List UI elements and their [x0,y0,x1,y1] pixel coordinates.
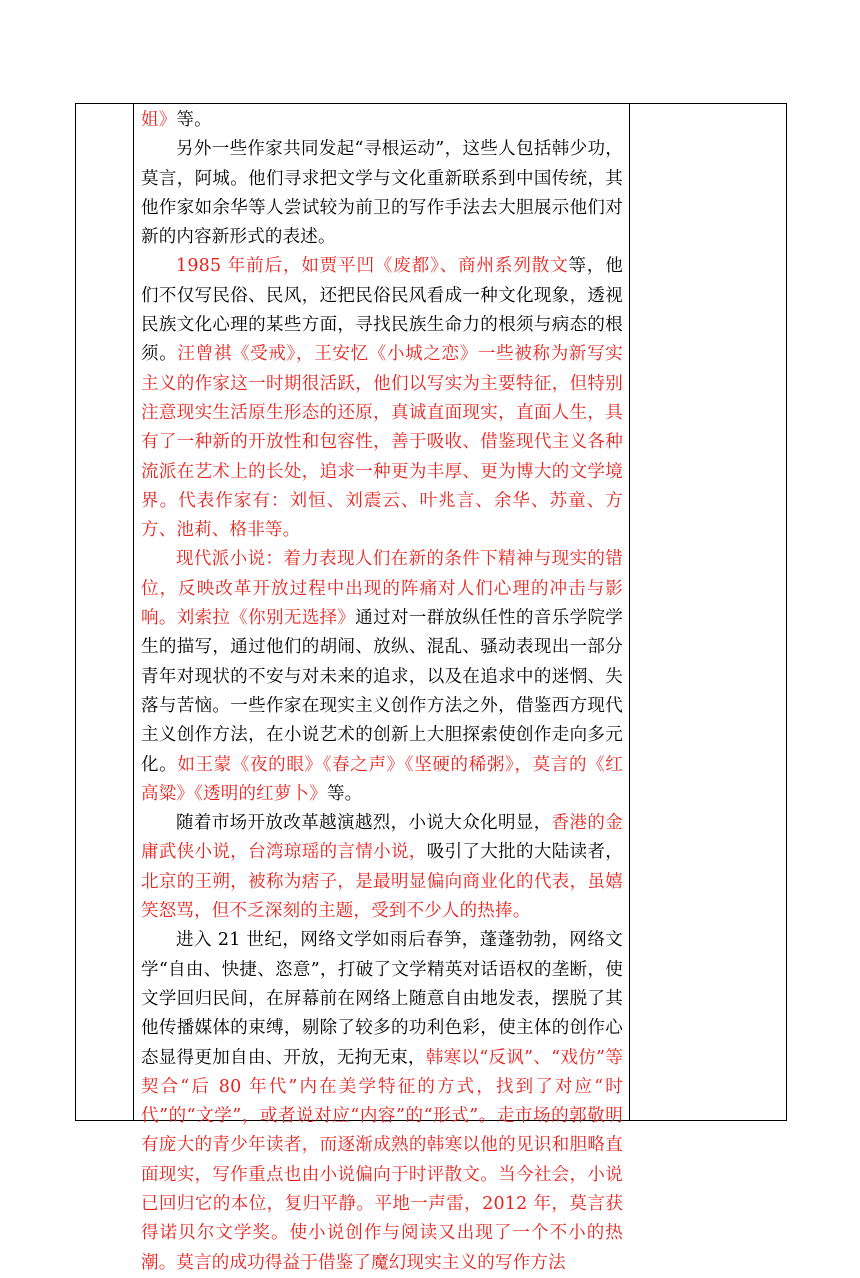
paragraph [141,926,623,1278]
body-text: 吸引了大批的大陆读者， [426,842,623,863]
paragraph [141,106,623,135]
body-text: 等。 [176,110,212,130]
text-cell [134,104,630,1273]
highlighted-text: 汪曾祺《受戒》，王安忆《小城之恋》一些被称为新写实主义的作家这一时期很活跃，他们以写实为主要特征，但特别注意现实生活原生形态的还原，真诚直面现实，直面人生，具有了一种新的开放性和包容性，善于吸收、借鉴现代主义各种流派在艺术上的长处，追求一种更为丰厚、更为博大的文学境界。代表作家有：刘恒、刘震云、叶兆言、余华、苏童、方方、池莉、格非等。 [141,344,623,541]
highlighted-text: 北京的王朔，被称为痞子，是最明显偏向商业化的代表，虽嬉笑怒骂，但不乏深刻的主题，受到不少人的热捧。 [141,871,623,922]
body-text: 进入 21 世纪，网络文学如雨后春笋，蓬蓬勃勃，网络文学“自由、快捷、恣意”，打破了文学精英对话语权的垄断，使文学回归民间，在屏幕前在网络上随意自由地发表，摆脱了其他传播媒体的束缚，剔除了较多的功利色彩，使主体的创作心态显得更加自由、开放，无拘无束， [141,930,623,1068]
content-table [75,103,787,1273]
highlighted-text: 如王蒙《夜的眼》《春之声》《坚硬的稀粥》，莫言的《红高粱》《透明的红萝卜》 [141,754,623,804]
body-text: 随着市场开放改革越演越烈，小说大众化明显， [176,813,552,834]
paragraph [141,252,623,545]
highlighted-text: 现代派小说：着力表现人们在新的条件下精神与现实的错位，反映改革开放过程中出现的阵痛对人们心理的冲击与影响。刘索拉《你别无选择》 [141,549,623,629]
paragraph [141,545,623,809]
body-text: 等。 [326,783,363,804]
highlighted-text: 香港的金庸武侠小说，台湾琼瑶的言情小说， [141,813,623,863]
paragraph [141,809,623,926]
body-text: 另外一些作家共同发起“寻根运动”，这些人包括韩少功，莫言，阿城。他们寻求把文学与文化重新联系到中国传统，其他作家如余华等人尝试较为前卫的写作手法去大胆展示他们对新的内容新形式的表述。 [141,139,623,248]
highlighted-text: 姐》 [141,110,177,130]
right-cell [630,104,786,1120]
left-cell [76,104,134,1120]
highlighted-text: 1985 年前后，如贾平凹《废都》、商州系列散文 [176,256,569,277]
body-text: 等，他们不仅写民俗、民风，还把民俗民风看成一种文化现象，透视民族文化心理的某些方面，寻找民族生命力的根须与病态的根须。 [141,256,623,365]
body-text: 通过对一群放纵任性的音乐学院学生的描写，通过他们的胡闹、放纵、混乱、骚动表现出一部分青年对现状的不安与对未来的追求，以及在追求中的迷惘、失落与苦恼。一些作家在现实主义创作方法之外，借鉴西方现代主义创作方法，在小说艺术的创新上大胆探索使创作走向多元化。 [141,608,624,775]
paragraph [141,135,623,252]
highlighted-text: 韩寒以“反讽”、“戏仿”等契合“后 80 年代”内在美学特征的方式，找到了对应“时代”的“文学”，或者说对应“内容”的“形式”。走市场的郭敬明有庞大的青少年读者，而逐渐成熟的韩寒以他的见识和胆略直面现实，写作重点也由小说偏向于时评散文。当今社会，小说已回归它的本位，复归平静。平地一声雷，2012 年，莫言获得诺贝尔文学奖。使小说创作与阅读又出现了一个不小的热潮。莫言的成功得益于借鉴了魔幻现实主义的写作方法 [141,1047,623,1273]
